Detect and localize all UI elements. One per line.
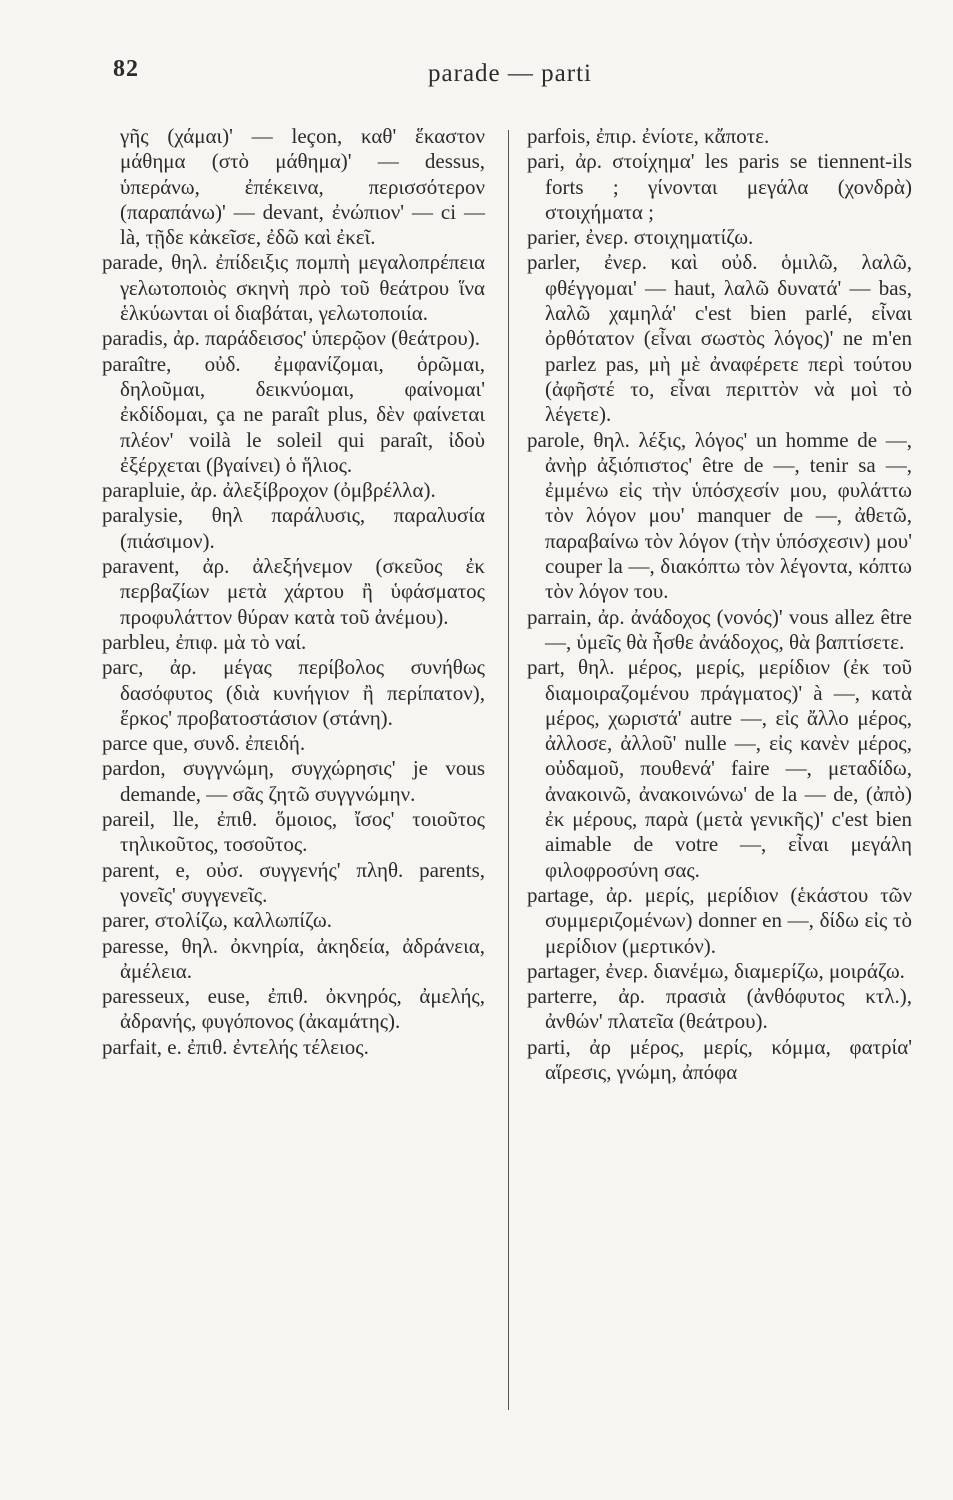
dictionary-entry: γῆς (χάμαι)' — leçon, καθ' ἕκαστον μάθημα (στὸ μάθημα)' — dessus, ὑπεράνω, ἐπέκεινα, περισσότερον (παραπάνω)' — devant, ἐνώπιον' — ci — là, τῇδε κἀκεῖσε, ἐδῶ καὶ ἐκεῖ. <box>120 124 485 250</box>
dictionary-entry: parc, ἀρ. μέγας περίβολος συνήθως δασόφυτος (διὰ κυνήγιον ἢ περίπατον), ἕρκος' προβατοστάσιον (στάνη). <box>102 655 485 730</box>
dictionary-entry: parent, e, οὐσ. συγγενής' πληθ. parents, γονεῖς' συγγενεῖς. <box>102 857 485 907</box>
dictionary-entry: paresse, θηλ. ὀκνηρία, ἀκηδεία, ἀδράνεια, ἀμέλεια. <box>102 933 485 983</box>
dictionary-entry: parade, θηλ. ἐπίδειξις πομπὴ μεγαλοπρέπεια γελωτοποιὸς σκηνὴ πρὸ τοῦ θεάτρου ἵνα ἑλκύωνται οἱ διαβάται, γελωτοποιία. <box>102 250 485 326</box>
dictionary-entry: parier, ἐνερ. στοιχηματίζω. <box>527 225 754 250</box>
dictionary-entry: partage, ἀρ. μερίς, μερίδιον (ἑκάστου τῶν συμμεριζομένων) donner en —, δίδω εἰς τὸ μερίδιον (μερτικόν). <box>527 882 912 958</box>
right-column <box>527 124 912 1085</box>
dictionary-entry: parbleu, ἐπιφ. μὰ τὸ ναί. <box>102 629 307 654</box>
left-column <box>102 124 485 1060</box>
dictionary-entry: paradis, ἀρ. παράδεισος' ὑπερῷον (θεάτρου). <box>102 326 481 351</box>
dictionary-entry: paravent, ἀρ. ἀλεξήνεμον (σκεῦος ἐκ περβαζίων μετὰ χάρτου ἢ ὑφάσματος προφυλάττον θύραν κατὰ τοῦ ἀνέμου). <box>102 554 485 629</box>
dictionary-entry: paralysie, θηλ παράλυσις, παραλυσία (πιάσιμον). <box>102 503 485 553</box>
dictionary-entry: paraître, οὐδ. ἐμφανίζομαι, ὁρῶμαι, δηλοῦμαι, δεικνύομαι, φαίνομαι' ἐκδίδομαι, ça ne paraît plus, δὲν φαίνεται πλέον' voilà le soleil qui paraît, ἰδοὺ ἐξέρχεται (βγαίνει) ὁ ἥλιος. <box>102 351 485 477</box>
page-number: 82 <box>113 56 139 82</box>
dictionary-entry: pari, ἀρ. στοίχημα' les paris se tiennent-ils forts ; γίνονται μεγάλα (χονδρὰ) στοιχήματα ; <box>527 149 912 224</box>
dictionary-entry: partager, ἐνερ. διανέμω, διαμερίζω, μοιράζω. <box>527 958 905 983</box>
dictionary-entry: parapluie, ἀρ. ἀλεξίβροχον (ὀμβρέλλα). <box>102 478 436 503</box>
running-head: parade — parti <box>428 60 592 87</box>
dictionary-entry: parrain, ἀρ. ἀνάδοχος (νονός)' vous allez être —, ὑμεῖς θὰ ἦσθε ἀνάδοχος, θὰ βαπτίσετε. <box>527 604 912 654</box>
dictionary-entry: parfait, e. ἐπιθ. ἐντελής τέλειος. <box>102 1034 369 1059</box>
dictionary-entry: parti, ἀρ μέρος, μερίς, κόμμα, φατρία' αἵρεσις, γνώμη, ἀπόφα <box>527 1034 912 1084</box>
dictionary-entry: part, θηλ. μέρος, μερίς, μερίδιον (ἐκ τοῦ διαμοιραζομένου πράγματος)' à —, κατὰ μέρος, χωριστά' autre —, εἰς ἄλλο μέρος, ἀλλοσε, ἀλλοῦ' nulle —, εἰς κανὲν μέρος, οὐδαμοῦ, πουθενά' faire —, μεταδίδω, ἀνακοινῶ, ἀνακοινώνω' de la — de, (ἀπὸ) ἐκ μέρους, παρὰ (μετὰ γενικῆς)' c'est bien aimable de votre —, εἶναι μεγάλη φιλοφροσύνη σας. <box>527 655 912 882</box>
dictionary-entry: parterre, ἀρ. πρασιὰ (ἀνθόφυτος κτλ.), ἀνθών' πλατεῖα (θεάτρου). <box>527 984 912 1034</box>
dictionary-entry: parler, ἐνερ. καὶ οὐδ. ὁμιλῶ, λαλῶ, φθέγγομαι' — haut, λαλῶ δυνατά' — bas, λαλῶ χαμηλά' c'est bien parlé, εἶναι ὀρθότατον (εἶναι σωστὸς λόγος)' ne m'en parlez pas, μὴ μὲ ἀναφέρετε περὶ τούτου (ἀφῆστέ το, εἶναι περιττὸν νὰ μοὶ τὸ λέγετε). <box>527 250 912 427</box>
dictionary-entry: parer, στολίζω, καλλωπίζω. <box>102 908 332 933</box>
dictionary-entry: parfois, ἐπιρ. ἐνίοτε, κἄποτε. <box>527 124 770 148</box>
dictionary-entry: parole, θηλ. λέξις, λόγος' un homme de —, ἀνὴρ ἀξιόπιστος' être de —, tenir sa —, ἐμμένω εἰς τὴν ὑπόσχεσίν μου, φυλάττω τὸν λόγον μου' manquer de —, ἀθετῶ, παραβαίνω τὸν λόγον (τὴν ὑπόσχεσιν) μου' couper la —, διακόπτω τὸν λέγοντα, κόπτω τὸν λόγον του. <box>527 427 912 604</box>
dictionary-entry: parce que, συνδ. ἐπειδή. <box>102 731 306 756</box>
dictionary-entry: pareil, lle, ἐπιθ. ὅμοιος, ἴσος' τοιοῦτος τηλικοῦτος, τοσοῦτος. <box>102 807 485 857</box>
dictionary-entry: paresseux, euse, ἐπιθ. ὀκνηρός, ἀμελής, ἀδρανής, φυγόπονος (ἀκαμάτης). <box>102 984 485 1034</box>
column-divider <box>508 130 509 1410</box>
dictionary-entry: pardon, συγγνώμη, συγχώρησις' je vous demande, — σᾶς ζητῶ συγγνώμην. <box>102 756 485 806</box>
